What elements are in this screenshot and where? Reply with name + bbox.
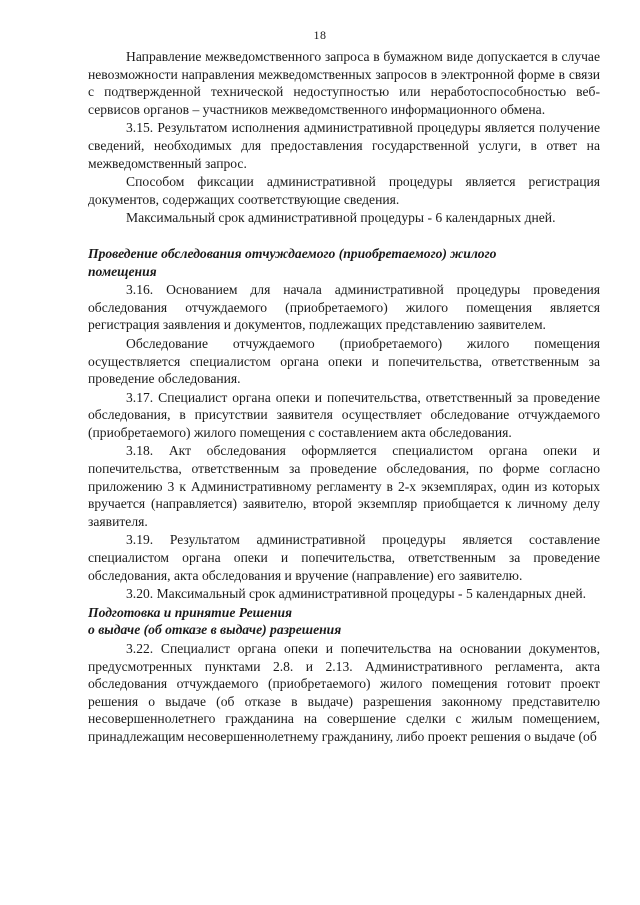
page-body: [88, 48, 600, 746]
paragraph: 3.19. Результатом административной процедуры является составление специалистом органа опеки и попечительства, ответственным за проведение обследования, акта обследования и вручение (направление) его заявителю.: [88, 532, 600, 583]
paragraph: Максимальный срок административной процедуры - 6 календарных дней.: [126, 210, 556, 226]
heading-line: Проведение обследования отчуждаемого (приобретаемого) жилого: [88, 245, 497, 261]
paragraph: 3.16. Основанием для начала административной процедуры проведения обследования отчуждаемого (приобретаемого) жилого помещения является регистрация заявления и документов, подлежащих представлению заявителем.: [88, 282, 600, 333]
section-heading: [88, 604, 600, 639]
heading-line: Подготовка и принятие Решения: [88, 604, 293, 620]
paragraph: 3.17. Специалист органа опеки и попечительства, ответственный за проведение обследования, в присутствии заявителя осуществляет обследование отчуждаемого (приобретаемого) жилого помещения с составлением акта обследования.: [88, 389, 600, 440]
paragraph: Способом фиксации административной процедуры является регистрация документов, содержащих соответствующие сведения.: [88, 174, 600, 207]
section-heading: [88, 245, 600, 280]
heading-line: о выдаче (об отказе в выдаче) разрешения: [88, 622, 342, 638]
paragraph: 3.20. Максимальный срок административной процедуры - 5 календарных дней.: [126, 586, 587, 602]
heading-line: помещения: [88, 263, 157, 279]
paragraph: 3.18. Акт обследования оформляется специалистом органа опеки и попечительства, ответственным за проведение обследования, по форме согласно приложению 3 к Административному регламенту в 2-х экземплярах, один из которых вручается (направляется) заявителю, второй экземпляр приобщается к личному делу заявителя.: [88, 443, 600, 529]
paragraph: Направление межведомственного запроса в бумажном виде допускается в случае невозможности направления межведомственных запросов в электронной форме в связи с подтвержденной технической недоступностью или неработоспособностью веб-сервисов органов – участников межведомственного информационного обмена.: [88, 49, 600, 117]
page-number: 18: [313, 28, 327, 42]
paragraph: Обследование отчуждаемого (приобретаемого) жилого помещения осуществляется специалистом органа опеки и попечительства, ответственным за проведение обследования.: [88, 335, 600, 387]
paragraph: 3.15. Результатом исполнения административной процедуры является получение сведений, необходимых для предоставления государственной услуги, в ответ на межведомственный запрос.: [88, 120, 600, 171]
paragraph: 3.22. Специалист органа опеки и попечительства на основании документов, предусмотренных пунктами 2.8. и 2.13. Административного регламента, акта обследования отчуждаемого (приобретаемого) жилого помещения готовит проект решения о выдаче (об отказе в выдаче) разрешения законному представителю несовершеннолетнего гражданина на совершение сделки с жилым помещением, принадлежащим несовершеннолетнему гражданину, либо проект решения о выдаче (об: [88, 641, 600, 744]
